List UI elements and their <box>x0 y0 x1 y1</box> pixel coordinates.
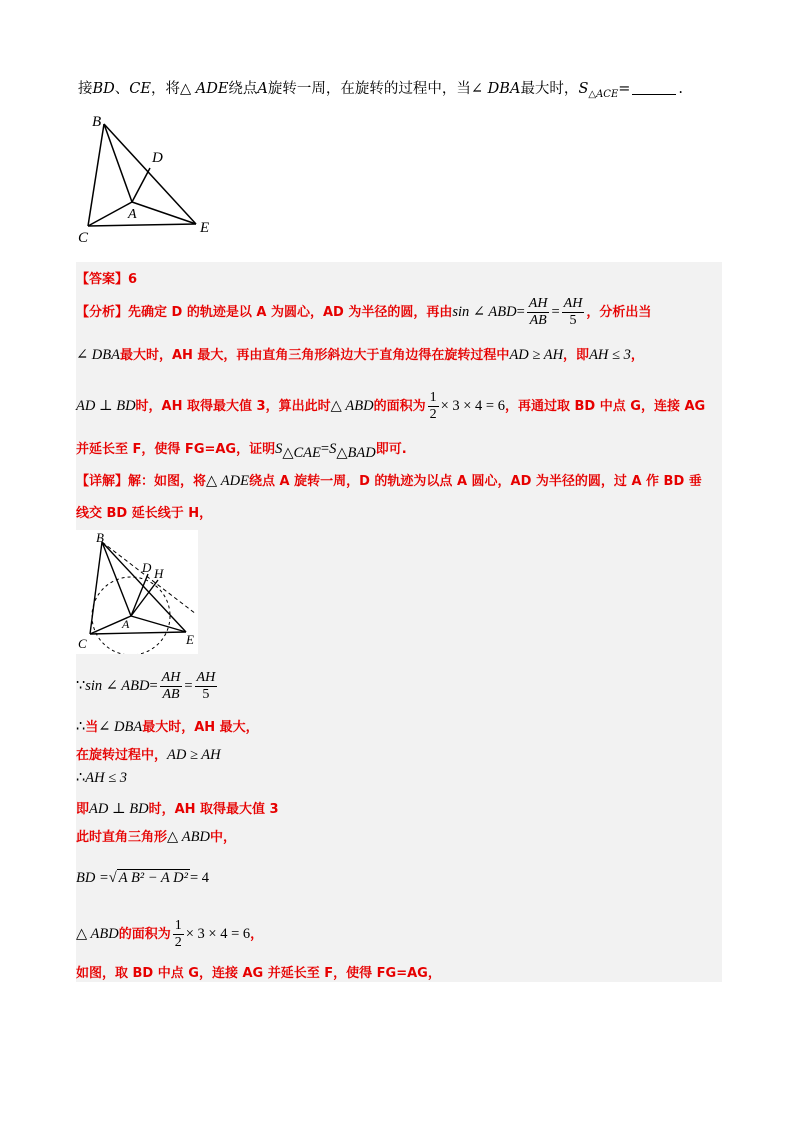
denominator: AB <box>162 687 180 702</box>
triangle-ade: ADE <box>195 81 229 97</box>
analysis-label: 【分析】 <box>76 305 129 320</box>
label-h: H <box>154 566 164 581</box>
area-symbol: S <box>275 441 283 457</box>
label-e: E <box>186 632 194 647</box>
detail-line-1 <box>76 470 702 490</box>
analysis-text: 即可. <box>375 442 407 457</box>
numerator: AH <box>196 670 216 685</box>
question-text: . <box>678 81 684 97</box>
equals-sign: = <box>551 304 560 320</box>
fraction-one-half <box>173 918 184 951</box>
relation-ad-ge-ah: AD ≥ AH <box>509 347 564 363</box>
geometry-figure-1 <box>76 108 226 248</box>
question-text: 、 <box>114 81 130 97</box>
detail-text: 绕点 A 旋转一周，D 的轨迹为以点 A 圆心，AD 为半径的圆，过 A 作 BD 垂 <box>249 474 702 489</box>
analysis-text: ， <box>630 348 644 363</box>
question-text: ，将 <box>150 81 180 97</box>
triangle-abd: △ ABD <box>167 829 210 845</box>
therefore-symbol: ∴ <box>76 719 86 735</box>
answer-section <box>76 262 722 982</box>
geometry-figure-2 <box>76 530 198 654</box>
triangle-symbol: △ <box>179 81 192 97</box>
detail-line-10: 如图，取 BD 中点 G，连接 AG 并延长至 F，使得 FG=AG， <box>76 966 441 981</box>
detail-because-line <box>76 670 219 703</box>
fraction-ah-5 <box>562 296 585 329</box>
sin-abd: sin ∠ ABD <box>452 304 517 320</box>
detail-line-8 <box>76 870 209 887</box>
fraction-ah-ab <box>160 670 183 703</box>
answer-blank <box>632 80 676 95</box>
area-subscript: △ACE <box>588 89 619 100</box>
relation-ad-ge-ah: AD ≥ AH <box>167 747 221 763</box>
analysis-text: ，即 <box>563 348 590 363</box>
area-symbol: S <box>329 441 337 457</box>
segment-bd: BD <box>92 81 115 97</box>
detail-text: 即 <box>76 802 90 817</box>
relation-ah-le-3: AH ≤ 3 <box>85 770 128 786</box>
denominator: 2 <box>429 407 437 422</box>
denominator: 5 <box>569 313 577 328</box>
question-text: 旋转一周，在旋转的过程中，当 <box>267 81 471 97</box>
denominator: 2 <box>174 935 182 950</box>
equals-sign: = <box>149 677 158 694</box>
relation-ah-le-3: AH ≤ 3 <box>589 347 631 363</box>
question-text: 最大时， <box>520 81 579 97</box>
detail-line-7 <box>76 826 236 846</box>
analysis-text: 先确定 D 的轨迹是以 A 为圆心，AD 为半径的圆，再由 <box>128 305 453 320</box>
label-e: E <box>200 220 210 236</box>
detail-text: ， <box>250 927 264 942</box>
detail-line-9 <box>76 918 263 951</box>
numerator: AH <box>563 296 583 311</box>
area-symbol: S <box>578 81 589 97</box>
label-b: B <box>92 114 102 130</box>
analysis-line-2 <box>76 344 644 364</box>
label-a: A <box>128 207 137 222</box>
analysis-line-1 <box>76 296 651 329</box>
area-subscript: △CAE <box>282 445 321 461</box>
area-calc: × 3 × 4 = 6 <box>440 398 505 414</box>
equals-sign: = <box>320 441 330 457</box>
fraction-one-half <box>428 390 439 423</box>
triangle-abd: △ ABD <box>76 926 119 942</box>
detail-text: 在旋转过程中， <box>76 748 168 763</box>
label-c: C <box>78 230 89 246</box>
analysis-text: ，再通过取 BD 中点 G，连接 AG <box>505 399 706 414</box>
bd-value: = 4 <box>189 870 210 886</box>
detail-text: 此时直角三角形 <box>76 830 168 845</box>
angle-dba: ∠ DBA <box>98 719 143 735</box>
denominator: AB <box>529 313 547 328</box>
relation-ad-perp-bd: AD ⊥ BD <box>76 398 136 414</box>
answer-label: 【答案】6 <box>76 272 138 287</box>
detail-label: 【详解】 <box>76 474 129 489</box>
detail-text: 的面积为 <box>118 927 171 942</box>
fraction-ah-ab <box>527 296 550 329</box>
segment-ce: CE <box>129 81 151 97</box>
detail-line-4 <box>76 744 221 764</box>
label-c: C <box>78 636 87 651</box>
analysis-line-4 <box>76 438 407 462</box>
equals-sign: = <box>516 304 525 320</box>
analysis-text: 并延长至 F，使得 FG=AG，证明 <box>76 442 276 457</box>
numerator: 1 <box>174 918 182 933</box>
detail-text: 当 <box>85 720 99 735</box>
analysis-text: ，分析出当 <box>586 305 652 320</box>
label-d: D <box>142 560 152 575</box>
sin-abd: sin ∠ ABD <box>85 677 150 694</box>
relation-ad-perp-bd: AD ⊥ BD <box>89 801 149 817</box>
analysis-text: 时，AH 取得最大值 3，算出此时 <box>135 399 331 414</box>
fraction-ah-5 <box>195 670 218 703</box>
equals-sign: = <box>184 677 193 694</box>
sqrt-sign: √ <box>108 870 117 886</box>
detail-line-2: 线交 BD 延长线于 H， <box>76 506 213 521</box>
denominator: 5 <box>202 687 210 702</box>
question-text: 接 <box>78 81 93 97</box>
detail-line-3 <box>76 716 259 736</box>
question-line <box>78 78 738 106</box>
area-calc: × 3 × 4 = 6 <box>185 926 251 942</box>
analysis-text: 的面积为 <box>373 399 426 414</box>
numerator: AH <box>161 670 181 685</box>
numerator: AH <box>528 296 548 311</box>
detail-text: 时，AH 取得最大值 3 <box>148 802 279 817</box>
point-a: A <box>257 81 268 97</box>
triangle-ade: △ ADE <box>206 473 249 489</box>
detail-line-5 <box>76 770 127 787</box>
label-a: A <box>122 617 130 631</box>
therefore-symbol: ∴ <box>76 770 86 786</box>
detail-line-6 <box>76 798 279 818</box>
because-symbol: ∵ <box>76 677 86 694</box>
detail-text: 中， <box>209 830 236 845</box>
sqrt-body: A B² − A D² <box>118 870 188 886</box>
label-b: B <box>96 530 104 545</box>
question-text: 绕点 <box>228 81 258 97</box>
angle-symbol: ∠ <box>470 81 484 97</box>
analysis-text: 最大时，AH 最大，再由直角三角形斜边大于直角边得在旋转过程中 <box>119 348 510 363</box>
triangle-abd: △ ABD <box>330 398 374 414</box>
detail-text: 最大时，AH 最大， <box>142 720 259 735</box>
angle-dba: DBA <box>487 81 521 97</box>
numerator: 1 <box>429 390 437 405</box>
detail-text: 解：如图，将 <box>128 474 207 489</box>
bd-equals: BD = <box>76 870 109 886</box>
equals-sign: = <box>618 81 631 97</box>
label-d: D <box>152 150 163 166</box>
angle-dba: ∠ DBA <box>76 347 120 363</box>
analysis-line-3 <box>76 390 705 423</box>
area-subscript: △BAD <box>336 445 376 461</box>
